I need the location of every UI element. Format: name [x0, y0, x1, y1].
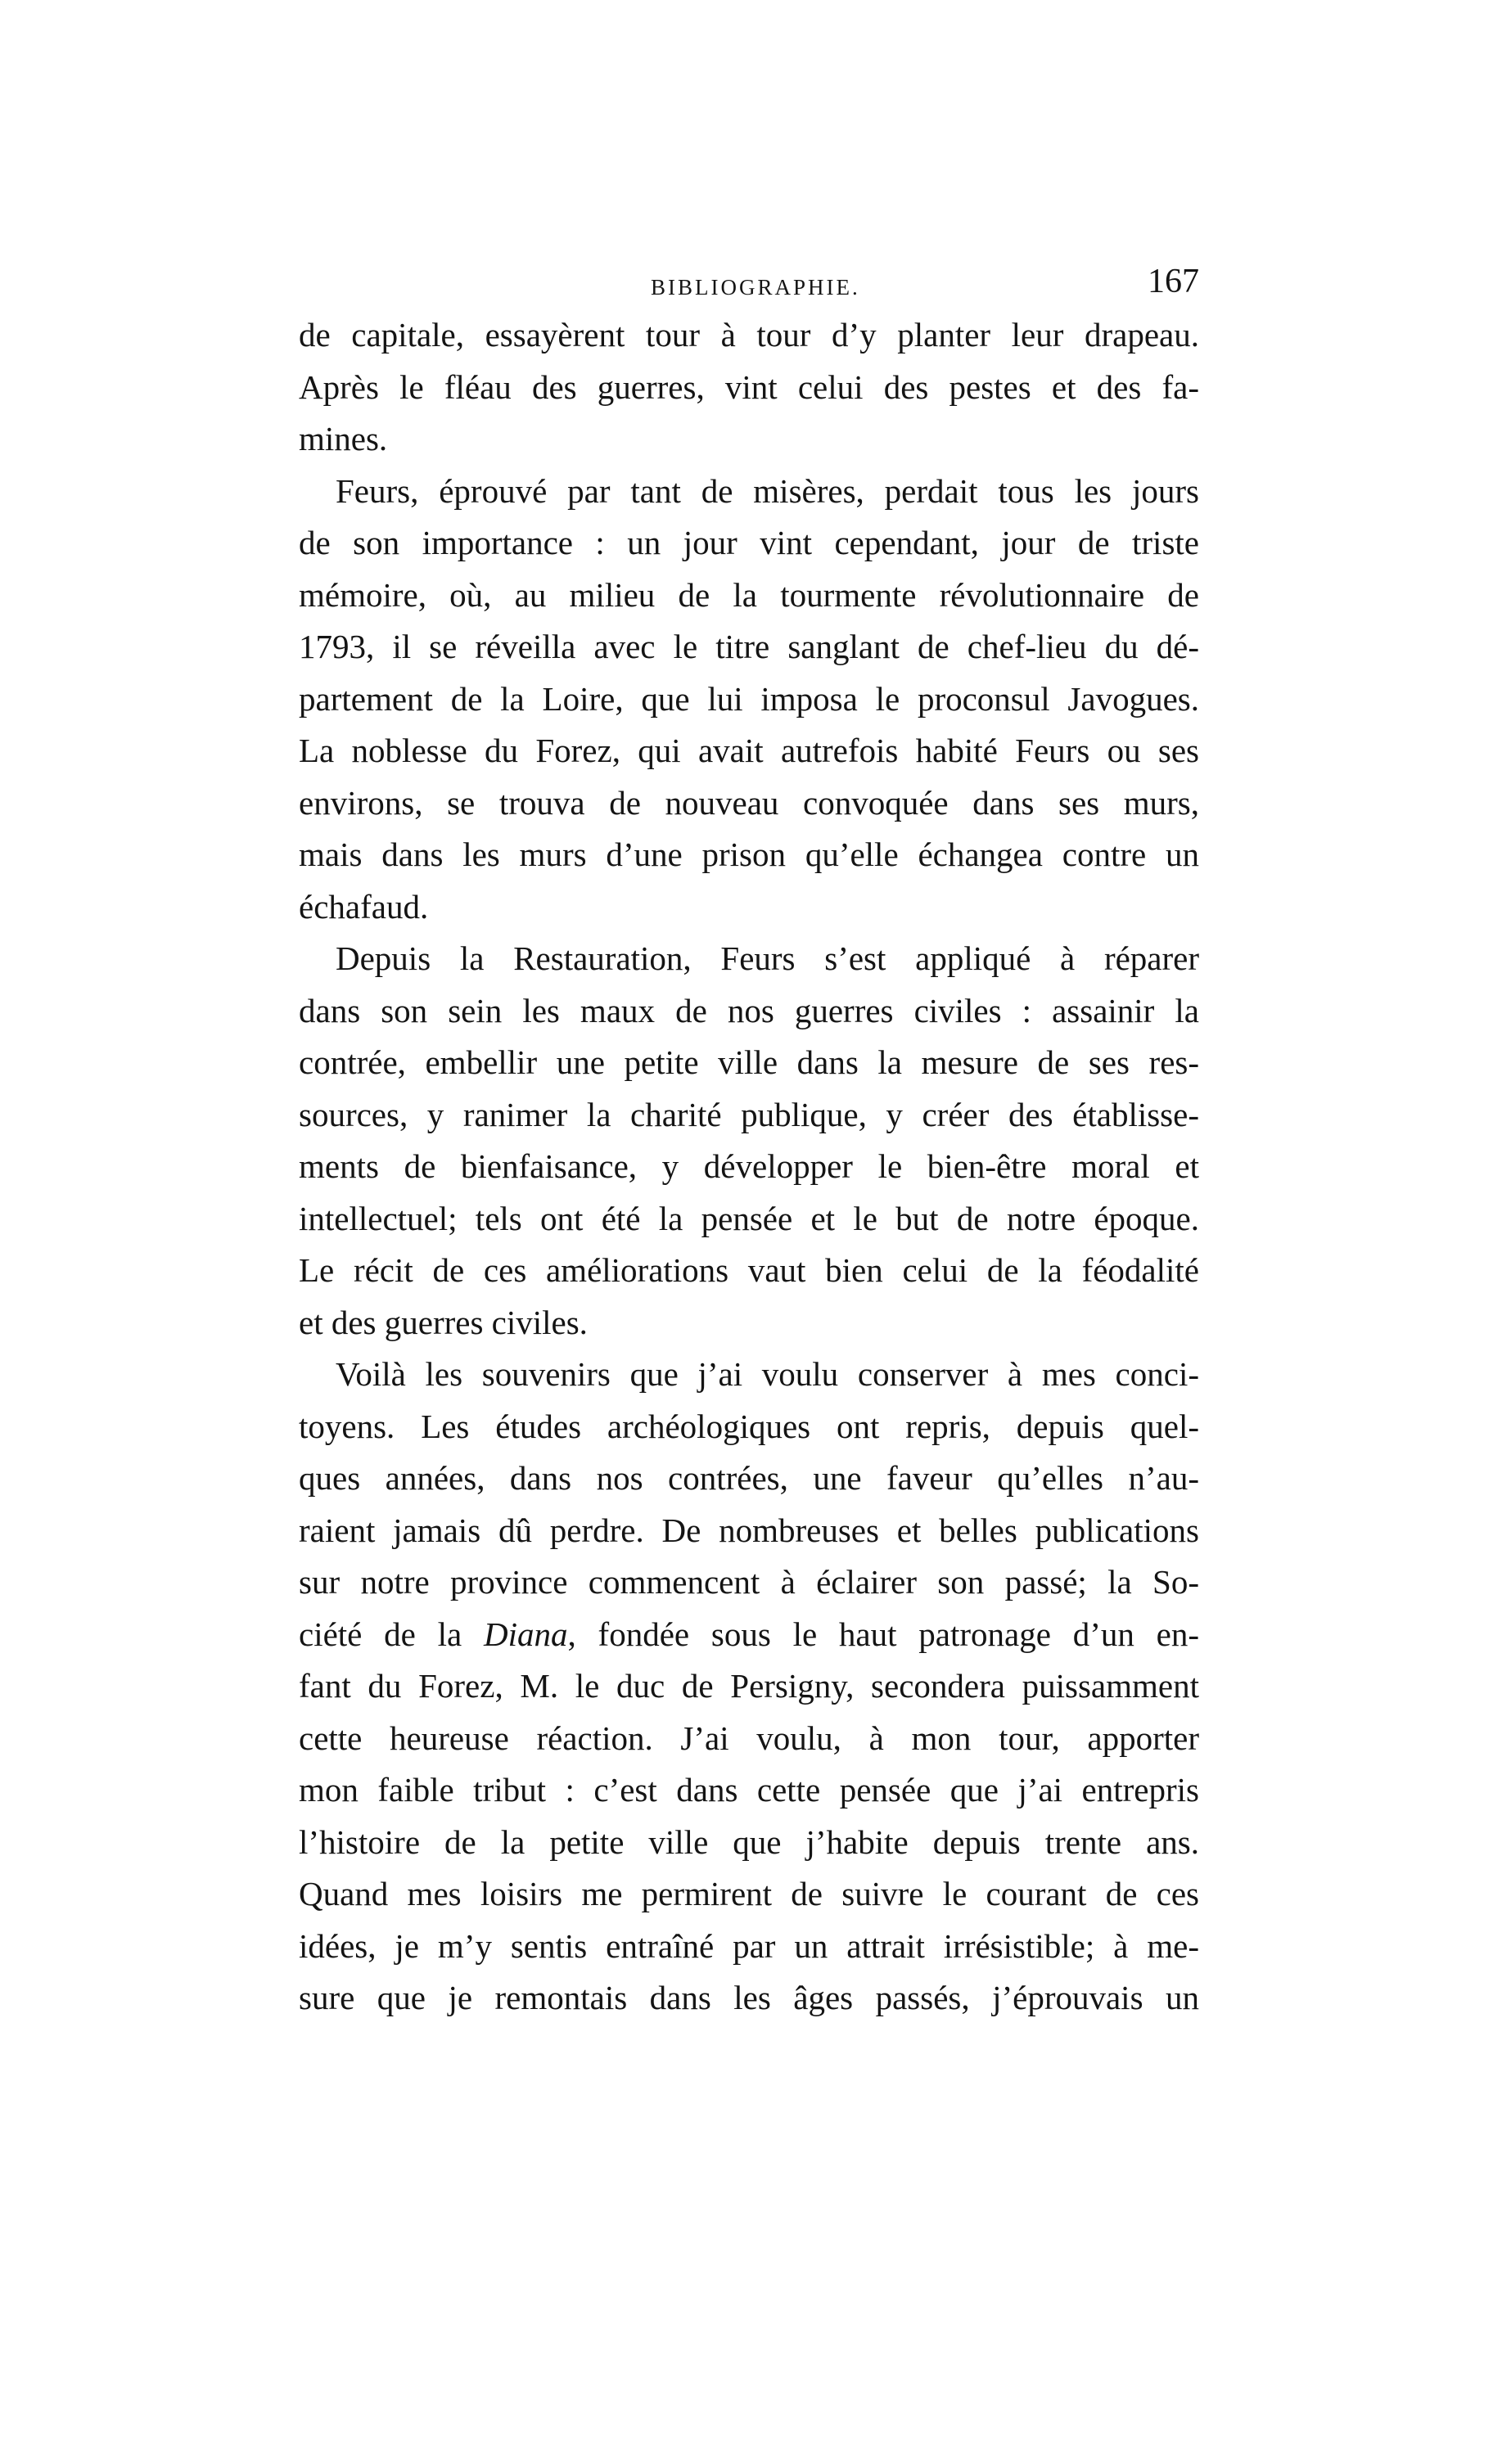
text-line: l’histoire de la petite ville que j’habite depuis trente ans. — [299, 1822, 1199, 1861]
text-line: Le récit de ces améliorations vaut bien celui de la féodalité — [299, 1251, 1199, 1289]
text-line: mon faible tribut : c’est dans cette pensée que j’ai entrepris — [299, 1771, 1199, 1809]
text-line-with-italic — [299, 1609, 1199, 1661]
text-line: La noblesse du Forez, qui avait autrefois habité Feurs ou ses — [299, 732, 1199, 769]
text-line: toyens. Les études archéologiques ont repris, depuis quel- — [299, 1407, 1199, 1445]
running-head — [299, 262, 1199, 311]
running-title: BIBLIOGRAPHIE. — [651, 275, 860, 300]
body-text — [299, 309, 1199, 2025]
text-line: raient jamais dû perdre. De nombreuses et belles publications — [299, 1511, 1199, 1549]
text-segment: , fondée sous le haut patronage d’un en- — [567, 1615, 1200, 1653]
text-line: ments de bienfaisance, y développer le bien-être moral et — [299, 1147, 1199, 1185]
text-line: Après le fléau des guerres, vint celui des pestes et des fa- — [299, 367, 1199, 406]
text-line: mais dans les murs d’une prison qu’elle échangea contre un — [299, 836, 1199, 873]
text-line: ques années, dans nos contrées, une faveur qu’elles n’au- — [299, 1459, 1199, 1497]
text-line: de son importance : un jour vint cependant, jour de triste — [299, 524, 1199, 561]
text-line: idées, je m’y sentis entraîné par un attrait irrésistible; à me- — [299, 1926, 1199, 1965]
text-line: mines. — [299, 420, 388, 457]
text-line: Quand mes loisirs me permirent de suivre le courant de ces — [299, 1875, 1199, 1912]
text-line: dans son sein les maux de nos guerres civiles : assainir la — [299, 991, 1199, 1029]
text-line: et des guerres civiles. — [299, 1303, 588, 1341]
text-line: contrée, embellir une petite ville dans la mesure de ses res- — [299, 1043, 1199, 1081]
text-line: sources, y ranimer la charité publique, y créer des établisse- — [299, 1095, 1199, 1133]
text-line: 1793, il se réveilla avec le titre sanglant de chef-lieu du dé- — [299, 628, 1199, 665]
text-line: sure que je remontais dans les âges passés, j’éprouvais un — [299, 1979, 1199, 2016]
text-line: fant du Forez, M. le duc de Persigny, secondera puissamment — [299, 1667, 1199, 1705]
text-line: environs, se trouva de nouveau convoquée dans ses murs, — [299, 783, 1199, 822]
italic-title: Diana — [484, 1615, 568, 1653]
text-line: sur notre province commencent à éclairer son passé; la So- — [299, 1563, 1199, 1601]
text-line: intellectuel; tels ont été la pensée et le but de notre époque. — [299, 1199, 1199, 1237]
text-line: Depuis la Restauration, Feurs s’est appliqué à réparer — [336, 939, 1199, 977]
text-line: de capitale, essayèrent tour à tour d’y planter leur drapeau. — [299, 316, 1199, 354]
page-number: 167 — [1148, 263, 1199, 300]
text-line: échafaud. — [299, 887, 429, 926]
text-line: Voilà les souvenirs que j’ai voulu conserver à mes conci- — [336, 1355, 1199, 1393]
text-line: partement de la Loire, que lui imposa le proconsul Javogues. — [299, 679, 1199, 718]
text-segment: ciété de la — [299, 1615, 485, 1653]
text-line: mémoire, où, au milieu de la tourmente révolutionnaire de — [299, 575, 1199, 614]
text-line: cette heureuse réaction. J’ai voulu, à mon tour, apporter — [299, 1718, 1199, 1757]
text-line: Feurs, éprouvé par tant de misères, perdait tous les jours — [336, 471, 1199, 510]
